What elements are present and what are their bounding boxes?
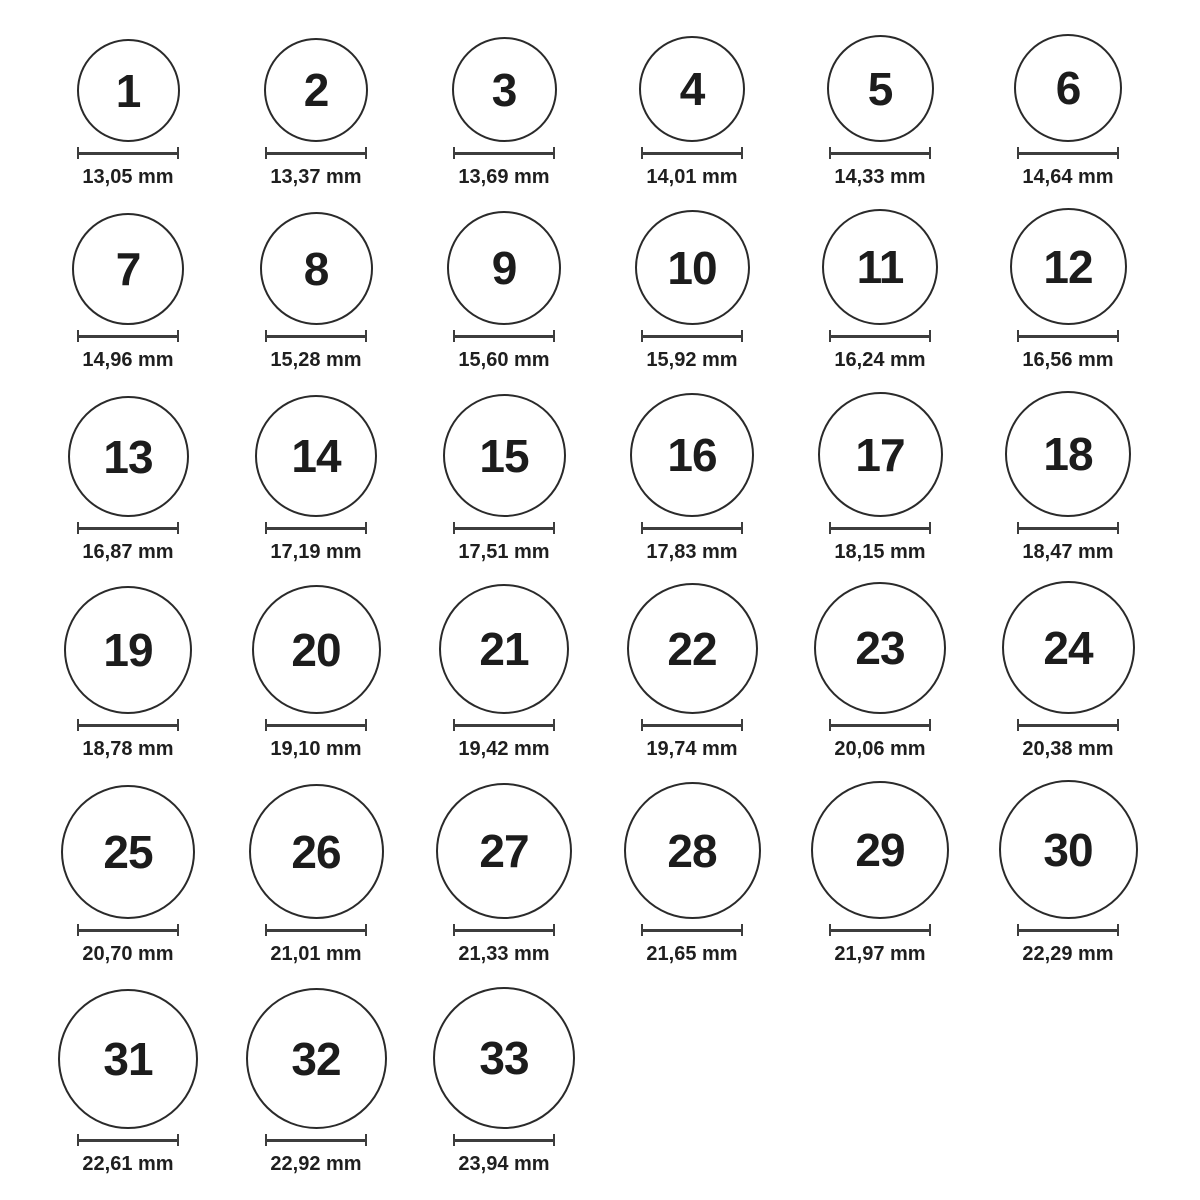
diameter-measure-line: [453, 147, 555, 159]
ring-size-cell: [410, 783, 598, 967]
ring-size-cell: [598, 583, 786, 762]
measure-bar: [267, 152, 365, 155]
ring-size-cell: [974, 208, 1162, 373]
measure-right-tick: [1117, 147, 1119, 159]
ring-size-cell: [974, 581, 1162, 762]
ring-size-number: 26: [291, 825, 341, 878]
ring-size-number: 14: [291, 430, 341, 482]
measure-bar: [455, 335, 553, 338]
ring-circle: [64, 586, 192, 714]
ring-size-cell: [222, 212, 410, 373]
diameter-label: 17,83 mm: [646, 541, 738, 563]
diameter-label: 17,51 mm: [458, 541, 550, 563]
ring-size-cell: [222, 395, 410, 565]
diameter-measure-line: [641, 147, 743, 159]
measure-right-tick: [553, 719, 555, 731]
measure-bar: [1019, 152, 1117, 155]
measure-right-tick: [741, 924, 743, 936]
ring-size-number: 24: [1043, 621, 1093, 674]
measure-bar: [1019, 929, 1117, 932]
measure-right-tick: [741, 522, 743, 534]
measure-bar: [831, 724, 929, 727]
measure-right-tick: [365, 1134, 367, 1146]
diameter-measure-line: [453, 719, 555, 731]
ring-size-number: 29: [855, 824, 905, 876]
measure-right-tick: [177, 330, 179, 342]
diameter-label: 20,38 mm: [1022, 738, 1114, 760]
ring-size-number: 13: [103, 430, 153, 483]
measure-bar: [79, 335, 177, 338]
ring-size-cell: [786, 781, 974, 967]
measure-right-tick: [1117, 719, 1119, 731]
measure-bar: [79, 152, 177, 155]
ring-size-number: 21: [479, 623, 529, 675]
ring-size-number: 10: [667, 241, 717, 294]
ring-size-cell: [34, 39, 222, 190]
measure-bar: [455, 1139, 553, 1142]
ring-size-number: 4: [679, 63, 705, 115]
measure-right-tick: [1117, 522, 1119, 534]
measure-bar: [1019, 527, 1117, 530]
ring-size-cell: [222, 784, 410, 967]
diameter-label: 16,56 mm: [1022, 349, 1114, 371]
diameter-measure-line: [453, 330, 555, 342]
ring-size-number: 5: [867, 62, 893, 115]
ring-size-row: [34, 208, 1200, 373]
ring-circle: [814, 582, 946, 714]
ring-size-number: 33: [479, 1032, 529, 1084]
diameter-label: 21,33 mm: [458, 943, 550, 965]
ring-size-row: [34, 34, 1200, 190]
ring-size-number: 31: [103, 1033, 153, 1085]
ring-size-number: 15: [479, 429, 529, 482]
ring-size-cell: [598, 36, 786, 190]
diameter-measure-line: [265, 719, 367, 731]
measure-right-tick: [929, 147, 931, 159]
measure-right-tick: [741, 330, 743, 342]
measure-bar: [643, 152, 741, 155]
diameter-label: 14,01 mm: [646, 166, 738, 188]
diameter-measure-line: [641, 330, 743, 342]
ring-circle: [447, 211, 561, 325]
measure-right-tick: [553, 522, 555, 534]
ring-size-number: 28: [667, 824, 717, 877]
ring-circle: [624, 782, 761, 919]
ring-size-number: 19: [103, 624, 153, 676]
ring-size-number: 12: [1043, 240, 1093, 293]
diameter-label: 13,37 mm: [270, 166, 362, 188]
ring-circle: [77, 39, 180, 142]
measure-right-tick: [929, 522, 931, 534]
measure-bar: [79, 1139, 177, 1142]
ring-size-number: 30: [1043, 823, 1093, 876]
ring-size-cell: [222, 585, 410, 762]
measure-right-tick: [553, 1134, 555, 1146]
ring-size-number: 17: [855, 428, 905, 481]
ring-size-cell: [34, 785, 222, 967]
ring-size-cell: [410, 394, 598, 565]
ring-size-cell: [974, 391, 1162, 565]
diameter-measure-line: [829, 522, 931, 534]
ring-size-number: 16: [667, 429, 717, 481]
measure-bar: [831, 929, 929, 932]
diameter-label: 18,78 mm: [82, 738, 174, 760]
ring-size-cell: [34, 213, 222, 373]
diameter-label: 22,61 mm: [82, 1153, 174, 1175]
measure-right-tick: [929, 924, 931, 936]
diameter-label: 19,74 mm: [646, 738, 738, 760]
diameter-label: 14,64 mm: [1022, 166, 1114, 188]
ring-size-cell: [974, 34, 1162, 190]
diameter-label: 22,92 mm: [270, 1153, 362, 1175]
ring-circle: [443, 394, 566, 517]
diameter-label: 14,96 mm: [82, 349, 174, 371]
measure-bar: [831, 152, 929, 155]
diameter-measure-line: [77, 147, 179, 159]
diameter-label: 14,33 mm: [834, 166, 926, 188]
diameter-measure-line: [641, 522, 743, 534]
diameter-measure-line: [453, 924, 555, 936]
ring-size-number: 3: [491, 63, 517, 116]
ring-circle: [249, 784, 384, 919]
diameter-measure-line: [265, 330, 367, 342]
measure-right-tick: [365, 522, 367, 534]
diameter-label: 13,69 mm: [458, 166, 550, 188]
measure-bar: [1019, 335, 1117, 338]
measure-right-tick: [553, 330, 555, 342]
diameter-label: 17,19 mm: [270, 541, 362, 563]
ring-size-row: [34, 987, 1200, 1177]
ring-size-cell: [34, 396, 222, 565]
measure-bar: [267, 335, 365, 338]
measure-bar: [643, 527, 741, 530]
ring-circle: [61, 785, 195, 919]
measure-bar: [1019, 724, 1117, 727]
measure-right-tick: [1117, 330, 1119, 342]
ring-size-cell: [222, 988, 410, 1177]
diameter-measure-line: [1017, 719, 1119, 731]
ring-circle: [252, 585, 381, 714]
ring-size-number: 23: [855, 622, 905, 674]
diameter-measure-line: [265, 147, 367, 159]
diameter-label: 21,01 mm: [270, 943, 362, 965]
ring-size-number: 22: [667, 622, 717, 675]
diameter-measure-line: [1017, 522, 1119, 534]
measure-bar: [267, 724, 365, 727]
measure-right-tick: [553, 147, 555, 159]
ring-size-number: 18: [1043, 428, 1093, 480]
ring-size-number: 1: [115, 64, 141, 117]
measure-right-tick: [177, 719, 179, 731]
diameter-label: 20,06 mm: [834, 738, 926, 760]
diameter-label: 19,10 mm: [270, 738, 362, 760]
diameter-measure-line: [77, 924, 179, 936]
measure-right-tick: [177, 522, 179, 534]
diameter-measure-line: [1017, 147, 1119, 159]
measure-right-tick: [553, 924, 555, 936]
ring-size-cell: [34, 989, 222, 1177]
ring-size-cell: [410, 211, 598, 373]
measure-bar: [79, 724, 177, 727]
measure-bar: [643, 724, 741, 727]
diameter-label: 20,70 mm: [82, 943, 174, 965]
ring-size-number: 8: [303, 242, 329, 295]
measure-bar: [79, 527, 177, 530]
ring-circle: [630, 393, 754, 517]
ring-size-cell: [410, 987, 598, 1177]
diameter-measure-line: [1017, 330, 1119, 342]
diameter-measure-line: [77, 330, 179, 342]
ring-circle: [627, 583, 758, 714]
measure-bar: [643, 929, 741, 932]
ring-circle: [827, 35, 934, 142]
ring-circle: [1002, 581, 1135, 714]
ring-circle: [246, 988, 387, 1129]
diameter-measure-line: [829, 147, 931, 159]
diameter-label: 18,47 mm: [1022, 541, 1114, 563]
diameter-measure-line: [829, 330, 931, 342]
ring-circle: [264, 38, 368, 142]
measure-right-tick: [365, 330, 367, 342]
diameter-measure-line: [265, 924, 367, 936]
diameter-label: 21,97 mm: [834, 943, 926, 965]
ring-circle: [818, 392, 943, 517]
ring-size-number: 20: [291, 623, 341, 676]
diameter-label: 22,29 mm: [1022, 943, 1114, 965]
diameter-label: 16,24 mm: [834, 349, 926, 371]
ring-size-cell: [410, 584, 598, 762]
measure-bar: [267, 1139, 365, 1142]
measure-bar: [267, 527, 365, 530]
ring-circle: [999, 780, 1138, 919]
ring-circle: [635, 210, 750, 325]
diameter-label: 21,65 mm: [646, 943, 738, 965]
ring-circle: [452, 37, 557, 142]
diameter-label: 15,60 mm: [458, 349, 550, 371]
diameter-measure-line: [77, 522, 179, 534]
measure-bar: [79, 929, 177, 932]
diameter-measure-line: [77, 1134, 179, 1146]
measure-bar: [643, 335, 741, 338]
ring-circle: [1010, 208, 1127, 325]
ring-size-number: 9: [491, 242, 517, 294]
ring-size-row: [34, 581, 1200, 762]
measure-bar: [455, 152, 553, 155]
ring-size-number: 6: [1055, 62, 1081, 114]
diameter-measure-line: [453, 1134, 555, 1146]
ring-circle: [260, 212, 373, 325]
diameter-label: 13,05 mm: [82, 166, 174, 188]
diameter-measure-line: [641, 924, 743, 936]
diameter-label: 19,42 mm: [458, 738, 550, 760]
ring-circle: [822, 209, 938, 325]
ring-size-row: [34, 391, 1200, 565]
ring-circle: [436, 783, 572, 919]
diameter-measure-line: [829, 719, 931, 731]
diameter-measure-line: [1017, 924, 1119, 936]
diameter-measure-line: [265, 1134, 367, 1146]
diameter-label: 18,15 mm: [834, 541, 926, 563]
ring-circle: [639, 36, 745, 142]
diameter-label: 16,87 mm: [82, 541, 174, 563]
ring-size-number: 7: [115, 243, 141, 295]
measure-bar: [455, 929, 553, 932]
ring-size-number: 25: [103, 826, 153, 878]
ring-size-cell: [786, 35, 974, 190]
diameter-label: 15,92 mm: [646, 349, 738, 371]
ring-size-number: 27: [479, 825, 529, 877]
ring-circle: [811, 781, 949, 919]
measure-right-tick: [929, 330, 931, 342]
ring-size-cell: [974, 780, 1162, 967]
measure-bar: [831, 335, 929, 338]
ring-size-cell: [410, 37, 598, 190]
ring-size-cell: [598, 210, 786, 373]
diameter-measure-line: [641, 719, 743, 731]
measure-right-tick: [365, 719, 367, 731]
diameter-label: 23,94 mm: [458, 1153, 550, 1175]
ring-circle: [255, 395, 377, 517]
ring-size-number: 2: [303, 64, 329, 116]
measure-bar: [831, 527, 929, 530]
ring-size-cell: [786, 392, 974, 565]
ring-size-cell: [222, 38, 410, 190]
diameter-label: 15,28 mm: [270, 349, 362, 371]
ring-circle: [433, 987, 575, 1129]
ring-size-cell: [786, 209, 974, 373]
ring-size-cell: [786, 582, 974, 762]
ring-size-cell: [34, 586, 222, 762]
diameter-measure-line: [453, 522, 555, 534]
measure-right-tick: [929, 719, 931, 731]
ring-circle: [58, 989, 198, 1129]
measure-right-tick: [177, 1134, 179, 1146]
ring-size-row: [34, 780, 1200, 967]
measure-bar: [267, 929, 365, 932]
measure-right-tick: [1117, 924, 1119, 936]
measure-bar: [455, 527, 553, 530]
ring-circle: [68, 396, 189, 517]
measure-right-tick: [365, 147, 367, 159]
ring-circle: [72, 213, 184, 325]
measure-right-tick: [741, 147, 743, 159]
ring-size-cell: [598, 782, 786, 967]
ring-size-number: 11: [856, 241, 904, 293]
ring-circle: [1005, 391, 1131, 517]
measure-right-tick: [177, 147, 179, 159]
measure-right-tick: [177, 924, 179, 936]
ring-circle: [1014, 34, 1122, 142]
diameter-measure-line: [829, 924, 931, 936]
diameter-measure-line: [77, 719, 179, 731]
measure-right-tick: [741, 719, 743, 731]
ring-circle: [439, 584, 569, 714]
diameter-measure-line: [265, 522, 367, 534]
ring-size-number: 32: [291, 1032, 341, 1085]
ring-size-cell: [598, 393, 786, 565]
measure-right-tick: [365, 924, 367, 936]
measure-bar: [455, 724, 553, 727]
